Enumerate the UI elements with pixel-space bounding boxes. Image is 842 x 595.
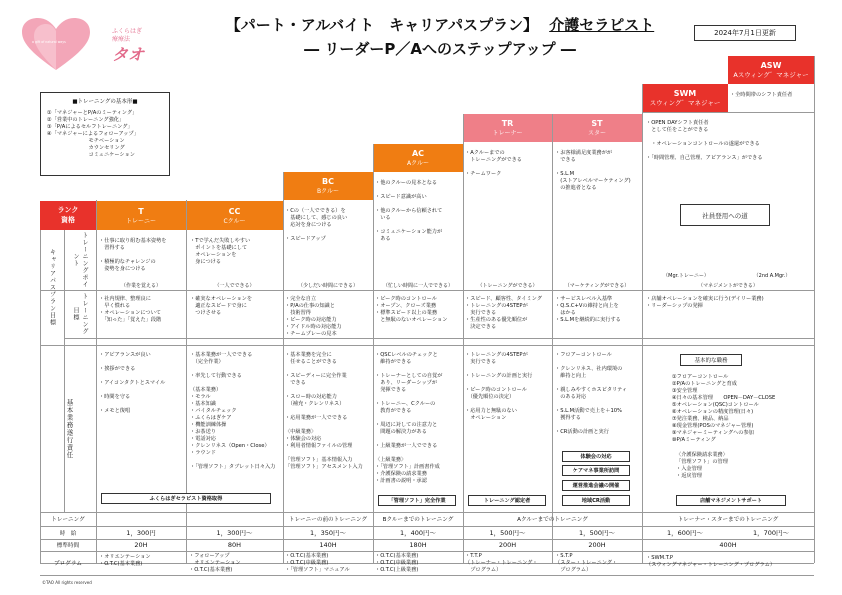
- label-training-goal: トレーニング目標: [72, 293, 88, 335]
- row-label-program: プログラム: [54, 561, 82, 567]
- program-cc: ・フォローアップ オリエンテーション ・O.T.C(基本業務): [189, 553, 241, 574]
- wage-ac: 1，400円～: [399, 529, 437, 537]
- program-ac: ・O.T.C(基本業務) ・O.T.C(中級業務) ・O.T.C(上級業務): [375, 553, 419, 574]
- logo-tagline: a gift of natural ways: [32, 40, 66, 44]
- badge-caremgr-visit: ケアマネ事業所訪問: [562, 465, 630, 476]
- hours-bc: 140H: [319, 541, 337, 549]
- rank-bc-header: BC Bクルー: [283, 172, 373, 200]
- duty-t: ・アピアランスが良い ・挨拶ができる ・アイコンタクトとスマイル ・時間を守る ・メモと復唱: [99, 352, 166, 415]
- wage-st: 1，500円～: [578, 529, 616, 537]
- caption-tr: （トレーニングができる）: [477, 282, 538, 289]
- hours-mgr: 400H: [719, 541, 737, 549]
- label-basic-duties: 基本業務遂行責任: [65, 399, 74, 459]
- goal-st: ・サービスレベル入基準 ・Q.S.C+Vの維持と向上を はかる ・S.L.Mを継続的に実行する: [555, 296, 621, 324]
- program-t: ・オリエンテーション ・O.T.C(基本業務): [99, 554, 151, 568]
- heart-logo-icon: [20, 16, 92, 72]
- training-basics-box: [40, 92, 170, 176]
- duty-mgr: ①フロアーコントロール ②P/Aのトレーニングと育成 ③安全管理 ④日々の基本管理 OPEN－DAY－CLOSE ⑤オペレーション(QSC)コントロール ⑥オペレーションの精度管理(日々) ⑦発注業務、検品、納品 ⑧現金管理(POSのマネジャー管理) ⑨マネジャーミーティングへの参加 ⑩P/Aミーティング: [672, 374, 776, 444]
- hours-st: 200H: [588, 541, 606, 549]
- wage-cc: 1，300円～: [216, 529, 253, 537]
- training-to-bc: Bクルーまでのトレーニング: [382, 517, 454, 523]
- caption-cc: （一人でできる）: [214, 282, 255, 289]
- wage-t: 1，300円: [126, 529, 156, 537]
- caption-mgmt: （マネジメントができる）: [698, 282, 758, 289]
- duty-mgr-heading: 基本的な職務: [680, 354, 742, 366]
- training-to-trainer: トレーナー・スターまでのトレーニング: [677, 517, 779, 523]
- logo: [18, 14, 158, 74]
- employee-path-box: 社員登用への道: [680, 204, 770, 226]
- update-date: 2024年7月1日更新: [694, 25, 796, 41]
- logo-text-2: 療療法: [112, 36, 131, 43]
- caption-2nd-amgr: （2nd A.Mgr.）: [753, 272, 791, 279]
- note-swm: ・OPEN DAYシフト責任者 として任をことができる ・オペレーションコントロールの遂還ができる ・「時間管理、自己管理、アピアランス」ができる: [646, 120, 763, 162]
- wage-bc: 1，350円～: [309, 529, 347, 537]
- wage-tr: 1，500円～: [489, 529, 526, 537]
- title-line1: 【パート・アルバイト キャリアパスプラン】: [225, 16, 538, 34]
- program-mgr: ・SWM.T.P （スウィングマネジャー・トレーニング・プログラム）: [646, 555, 776, 569]
- duty-st: ・フロアーコントロール ・クレンリネス、社内環境の 維持と向上 ・親しみやすくホスピタリティ のある対応 ・S.L.M活動で売上を＋10% 獲得する ・CR活動の計画と実行: [555, 352, 628, 436]
- hours-cc: 80H: [227, 541, 242, 549]
- caption-t: （作業を覚える）: [120, 282, 161, 289]
- goal-mgr: ・店舗オペレーションを確実に行う(デイリー業務) ・リーダーシップの発揮: [646, 296, 764, 310]
- label-career-path: キャリアパスプラン目標: [48, 248, 56, 326]
- training-basics-items: ①「マネジャーとP/Aのミーティング」 ②「営業中のトレーニング強化」 ③「P/Aによるセルフトレーニング」 ④「マネジャーによるフォローアップ」 モチベーション カウンセリング コミュニケーション: [47, 110, 139, 159]
- program-st: ・S.T.P （スター・トレーニング・ プログラム）: [555, 553, 618, 574]
- goal-t: ・社内規律、整理良に 早く慣れる ・オペレーションについて 「知った」「覚えた」段階: [99, 296, 162, 324]
- rank-st-header: ST スター: [552, 114, 642, 142]
- note-st: ・お客様満足度業務がが できる ・S.L.M (ストアレベルマーケティング) の推進者となる: [555, 150, 631, 192]
- note-ac: ・他のクルーの見本となる ・スピード意識が高い ・他のクルーから信頼されて いる ・コミュニケーション能力が ある: [375, 180, 443, 243]
- goal-ac: ・ピーク時のコントロール ・オープン、クローズ業務 ・標準スピード以上の業務 と無駄のないオペレーション: [375, 296, 448, 324]
- label-training-point: トレーニングポイント: [72, 232, 88, 288]
- hours-ac: 180H: [409, 541, 427, 549]
- row-label-hours: 標準時間: [56, 543, 80, 549]
- rank-swm-header: SWM スウィング゛マネジャー: [642, 84, 728, 112]
- goal-cc: ・確実なオペレーションを 適正なスピードで身に つけさせる: [190, 296, 253, 317]
- note-cc: ・Tで学んだ失敗しやすい ポイントを基礎にして オペレーションを 身につける: [190, 238, 251, 266]
- rank-tr-header: TR トレーナー: [463, 114, 552, 142]
- badge-software-complete: 「管理ソフト」完全作業: [378, 495, 456, 506]
- row-label-training: トレーニング: [51, 517, 85, 523]
- program-tr: ・T.T.P （トレーナー・トレーニング・ プログラム）: [465, 553, 538, 574]
- note-asw: ・全時間帯のシフト責任者: [730, 92, 793, 98]
- duty-tr: ・トレーニングの4STEPが 実行できる ・トレーニングの計画と実行 ・ピーク時のコントロール （優先順位の決定） ・応用力と無駄のない オペレーション: [465, 352, 533, 422]
- program-bc: ・O.T.C(基本業務) ・O.T.C(中級業務) ・「管理ソフト」マニュアル: [285, 553, 350, 574]
- caption-mgr-trainee: （Mgr.トレーニー）: [663, 272, 709, 279]
- title-role: 介護セラピスト: [549, 16, 655, 34]
- rank-ac-header: AC Aクルー: [373, 144, 463, 172]
- title-subtitle: ― リーダーP／Aへのステップアップ ―: [304, 40, 576, 58]
- duty-bc: ・基本業務を完全に 任せることができる ・スピーディーに完全作業 できる ・スロー時の対応能力 （補充・クレンリネス） ・応用業務が一人でできる 〈中級業務〉 ・体験会の対応 ・利用者情報ファイルの管理 「管理ソフト」基本情報入力 「管理ソフト」アセスメント入力: [285, 352, 363, 471]
- hours-t: 20H: [134, 541, 148, 549]
- caption-st: （マーケティングができる）: [564, 282, 630, 289]
- duty-ac: ・QSCレベルのチェックと 維持ができる ・トレーナーとしての自覚が あり、リーダーシップが 発揮できる ・トレーニー、Cクルーの 教育ができる ・周辺に対しての注意力と 問題の解決力がある ・上級業務が一人でできる 〈上級業務〉 ・「管理ソフト」計画書作成 ・介護保険の請求業務 ・計画書の説明・承認: [375, 352, 443, 485]
- badge-trainer-cert: トレーニング認定者: [468, 495, 546, 506]
- caption-ac: （忙しい時間に一人でできる）: [382, 282, 453, 289]
- rank-asw-header: ASW Aスウィング゛マネジャー: [728, 56, 814, 84]
- wage-asw: 1，700円～: [752, 529, 790, 537]
- row-label-wage: 時 給: [59, 530, 77, 537]
- training-basics-heading: ■トレーニングの基本形■: [72, 99, 138, 105]
- badge-trial-session: 体験会の対応: [562, 451, 630, 462]
- note-t: ・仕事に取り組む基本姿勢を 習得する ・積極的なチャレンジの 姿勢を身につける: [99, 238, 167, 273]
- training-pre-trainee: トレーニーの前のトレーニング: [288, 517, 368, 523]
- goal-tr: ・スピード、顧客性、タイミング ・トレーニングの4STEPが 実行できる ・生産性のある優先順位が 決定できる: [465, 296, 542, 331]
- duty-mgr-extra: 〈介護保険請求業務〉 「管理ソフト」の管理 ・入金管理 ・返戻管理: [676, 452, 728, 480]
- badge-council-meeting: 運営推進会議の開催: [562, 480, 630, 491]
- hours-tr: 200H: [498, 541, 517, 549]
- duty-cc: ・基本業務が一人でできる （完全作業） ・率先して行動できる （基本業務） ・モラル ・基本知識 ・バイタルチェック ・ふくらはぎケア ・機能訓練体操 ・お茶送り ・電話対応 ・クレンリネス（Open・Close） ・ラウンド ・「管理ソフト」タブレット日々入力: [190, 352, 276, 471]
- badge-therapist-cert: ふくらはぎセラピスト資格取得: [101, 493, 271, 504]
- wage-swm: 1，600円～: [666, 529, 704, 537]
- copyright: ©TAO All rights reserved: [42, 580, 92, 585]
- caption-bc: （少しだい時間にできる）: [297, 282, 358, 289]
- page-title: [180, 14, 700, 59]
- badge-store-mgmt: 店舗マネジメントサポート: [676, 495, 786, 506]
- rank-cc-header: CC Cクルー: [186, 201, 283, 230]
- badge-local-cr: 地域CR活動: [562, 495, 630, 506]
- logo-text-3: タオ: [112, 45, 145, 64]
- goal-bc: ・完全な自立 ・P/Aの仕事の知識と 技術習得 ・ピーク時の対応能力 ・アイドル時の対応能力 ・チームプレーの見本: [285, 296, 342, 338]
- note-tr: ・Aクルーまでの トレーニングができる ・チームワーク: [465, 150, 522, 178]
- rank-t-header: T トレーニー: [96, 201, 186, 230]
- training-to-ac: Aクルーまでのトレーニング: [517, 517, 588, 523]
- note-bc: ・Cの（一人でできる）を 基礎にして、感じの良い 応対を身につける ・スピードアップ: [285, 208, 348, 243]
- rank-label: ランク 資格: [40, 201, 96, 230]
- logo-text-1: ふくらはぎ: [112, 28, 143, 35]
